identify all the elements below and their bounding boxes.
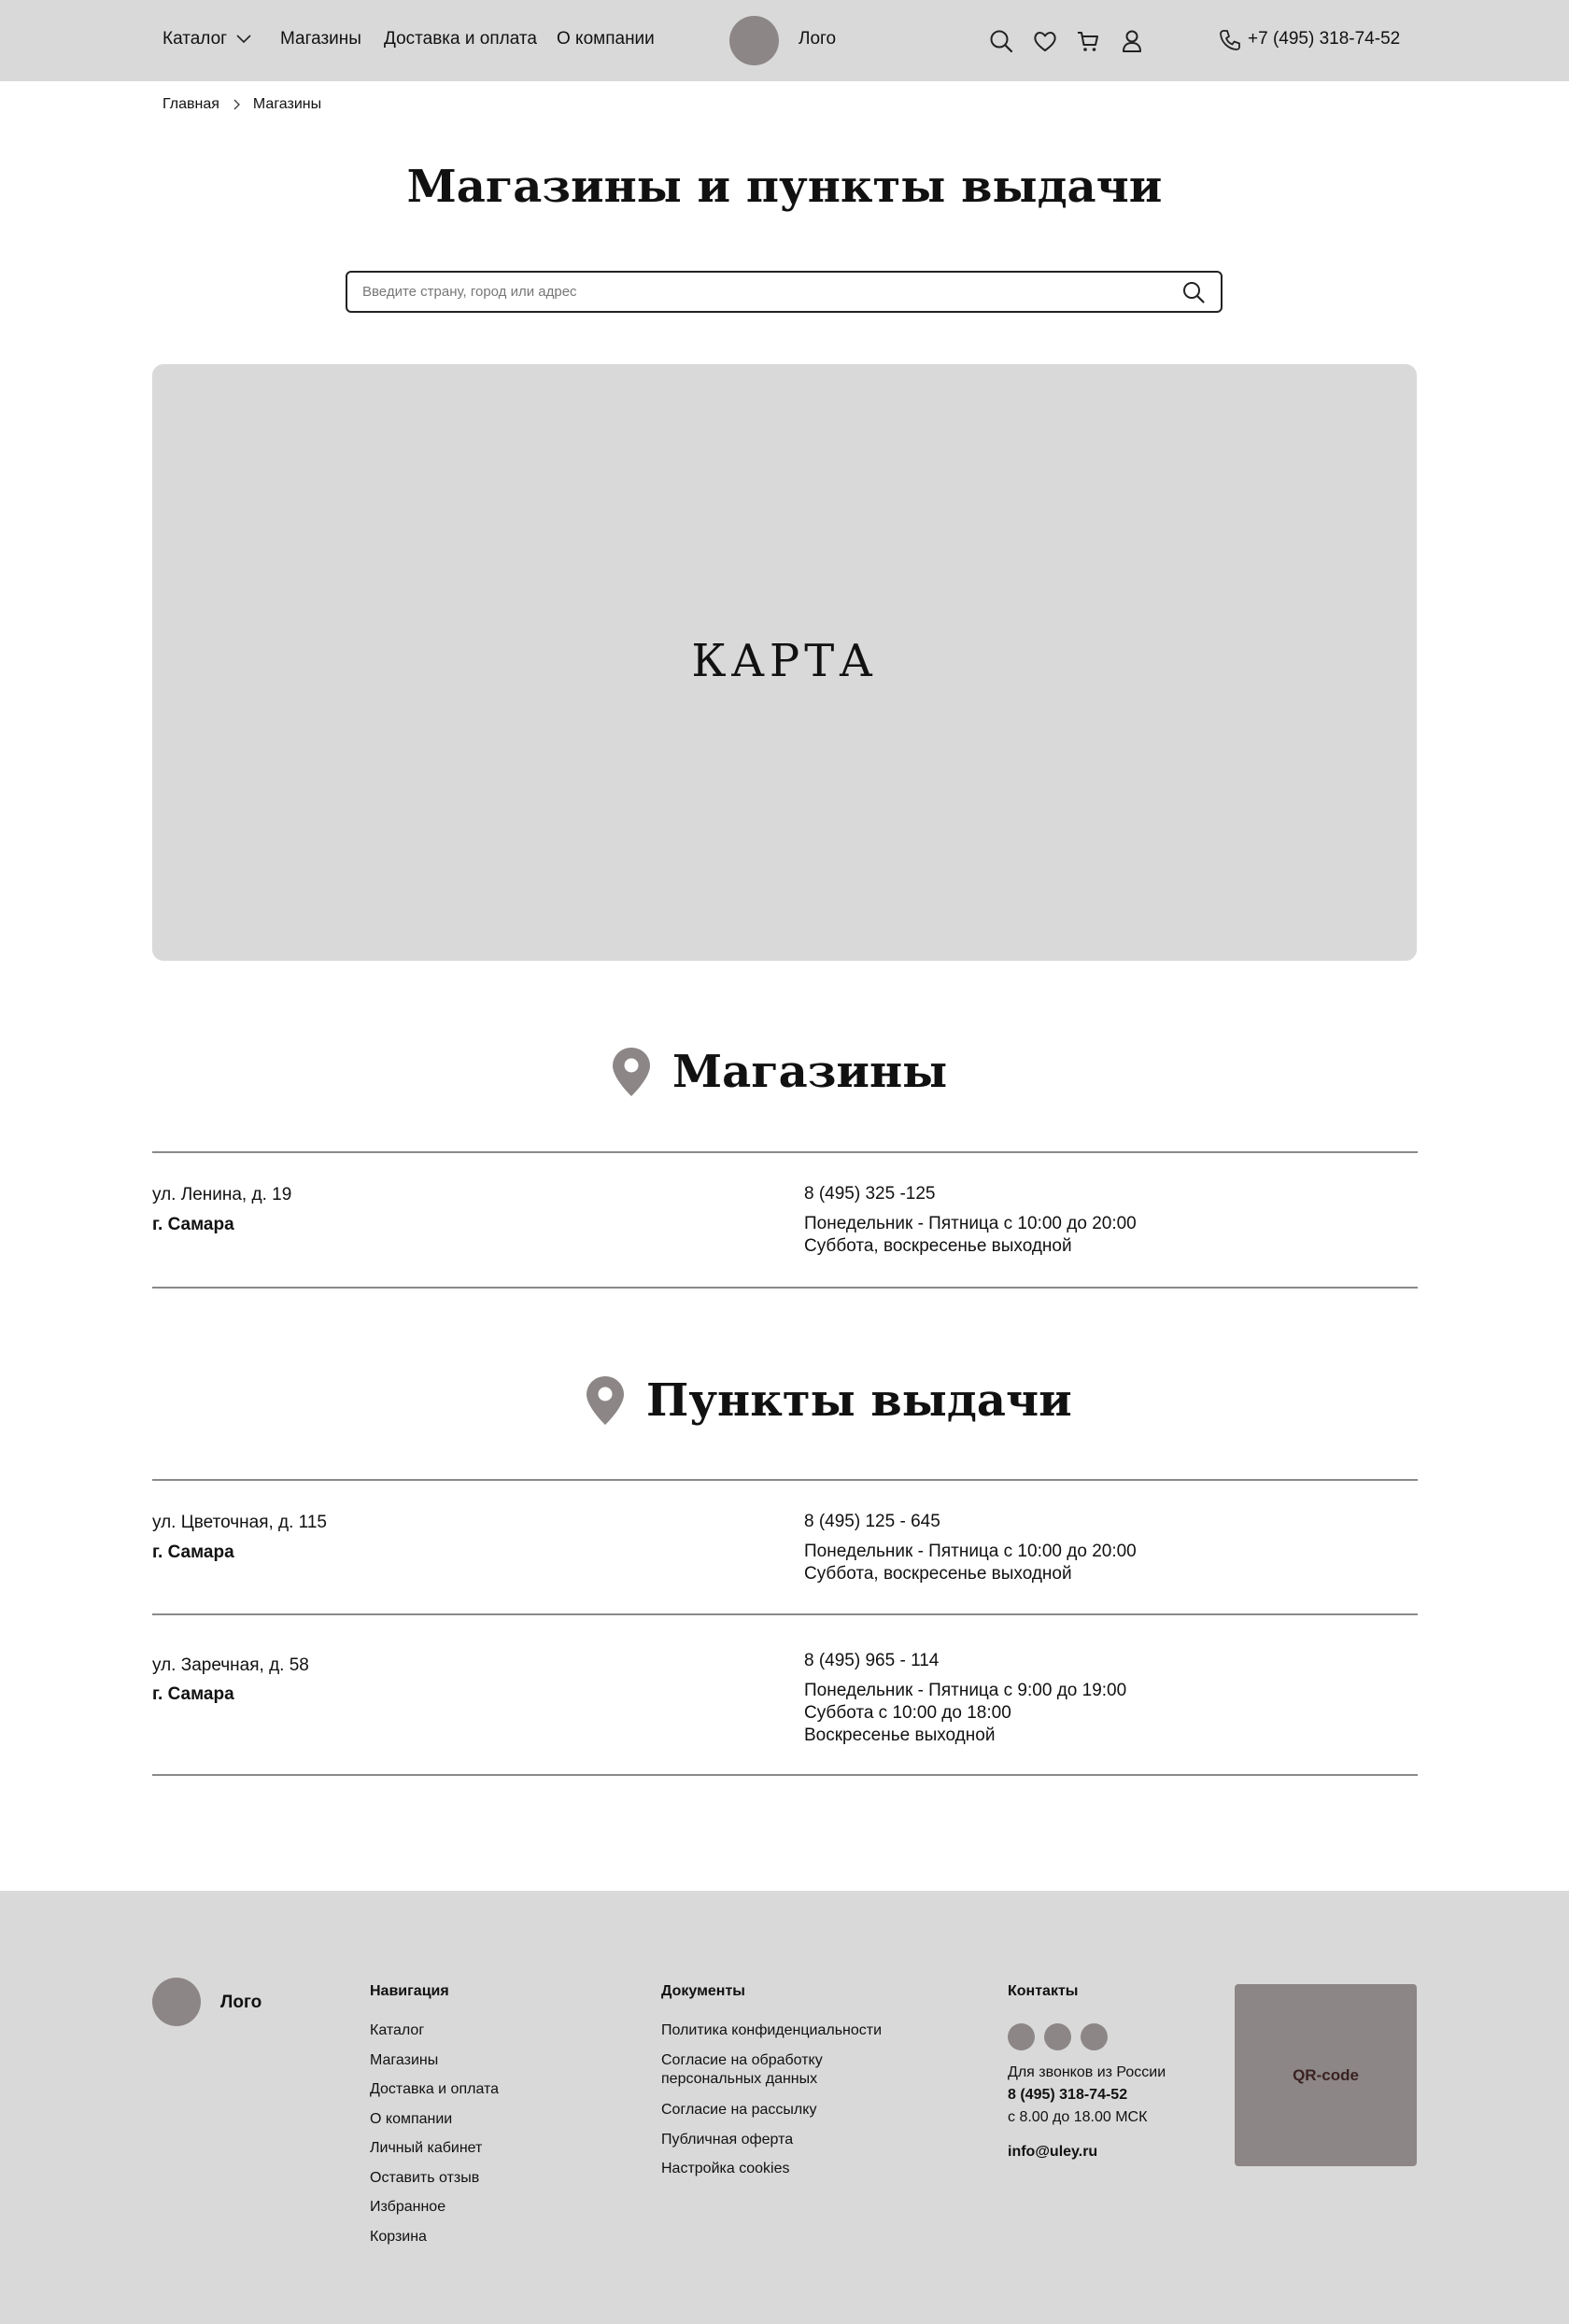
shops-section-title	[611, 1046, 947, 1098]
footer	[0, 1891, 1569, 2324]
pickup-phone[interactable]: 8 (495) 125 - 645	[804, 1512, 940, 1531]
footer-link-offer[interactable]: Публичная оферта	[661, 2132, 794, 2148]
breadcrumb	[163, 96, 321, 113]
shop-city: г. Самара	[152, 1215, 234, 1234]
social-icon[interactable]	[1044, 2023, 1071, 2050]
divider	[152, 1479, 1418, 1481]
footer-docs-title: Документы	[661, 1983, 745, 1999]
header-phone[interactable]: +7 (495) 318-74-52	[1248, 29, 1401, 49]
divider	[152, 1613, 1418, 1615]
location-pin-icon	[611, 1046, 652, 1098]
location-pin-icon	[585, 1374, 626, 1427]
divider	[152, 1774, 1418, 1776]
footer-link-catalog[interactable]: Каталог	[370, 2022, 425, 2038]
pickup-hours-line: Понедельник - Пятница с 9:00 до 19:00	[804, 1681, 1127, 1700]
divider	[152, 1287, 1418, 1289]
phone-icon	[1218, 28, 1242, 52]
footer-nav-title: Навигация	[370, 1983, 449, 1999]
divider	[152, 1151, 1418, 1153]
footer-phone[interactable]: 8 (495) 318-74-52	[1008, 2087, 1128, 2103]
footer-logo-image[interactable]	[152, 1978, 201, 2026]
breadcrumb-current: Магазины	[252, 96, 322, 112]
pickup-city: г. Самара	[152, 1684, 234, 1704]
user-icon[interactable]	[1119, 28, 1145, 54]
nav-shops[interactable]: Магазины	[280, 29, 361, 49]
shop-phone[interactable]: 8 (495) 325 -125	[804, 1184, 936, 1204]
map[interactable]	[152, 364, 1417, 961]
shops-title-text: Магазины	[672, 1046, 948, 1098]
footer-contacts-title: Контакты	[1008, 1983, 1079, 1999]
footer-link-privacy[interactable]: Политика конфиденциальности	[661, 2022, 883, 2038]
nav-about[interactable]: О компании	[557, 29, 655, 49]
footer-link-mailing-consent[interactable]: Согласие на рассылку	[661, 2102, 817, 2118]
logo-text[interactable]: Лого	[799, 29, 837, 49]
pickup-hours	[804, 1680, 1126, 1747]
breadcrumb-home[interactable]: Главная	[163, 96, 219, 112]
qr-code-label: QR-code	[1293, 2065, 1359, 2084]
shop-hours-line: Понедельник - Пятница с 10:00 до 20:00	[804, 1214, 1137, 1233]
footer-link-cookies[interactable]: Настройка cookies	[661, 2161, 790, 2176]
pickup-phone[interactable]: 8 (495) 965 - 114	[804, 1651, 940, 1670]
footer-link-about[interactable]: О компании	[370, 2111, 453, 2127]
shop-address: ул. Ленина, д. 19	[152, 1185, 292, 1204]
search-icon[interactable]	[1181, 280, 1206, 304]
qr-code	[1235, 1984, 1417, 2166]
cart-icon[interactable]	[1075, 28, 1101, 54]
pickup-hours-line: Суббота с 10:00 до 18:00	[804, 1703, 1011, 1723]
pickup-title-text: Пункты выдачи	[646, 1374, 1072, 1427]
footer-link-delivery[interactable]: Доставка и оплата	[370, 2081, 500, 2097]
footer-calls-label: Для звонков из России	[1008, 2064, 1166, 2080]
nav-delivery[interactable]: Доставка и оплата	[384, 29, 537, 49]
map-label: КАРТА	[691, 635, 878, 687]
footer-link-data-consent[interactable]: Согласие на обработку персональных данных	[661, 2052, 823, 2087]
pickup-address: ул. Цветочная, д. 115	[152, 1513, 327, 1532]
social-icon[interactable]	[1008, 2023, 1035, 2050]
pickup-city: г. Самара	[152, 1542, 234, 1562]
footer-link-favorites[interactable]: Избранное	[370, 2199, 446, 2215]
search-icon[interactable]	[988, 28, 1014, 54]
nav-catalog[interactable]	[163, 29, 251, 49]
pickup-hours	[804, 1541, 1137, 1585]
pickup-section-title	[585, 1374, 1072, 1427]
heart-icon[interactable]	[1032, 28, 1058, 54]
search-input[interactable]	[362, 273, 1166, 311]
pickup-hours-line: Понедельник - Пятница с 10:00 до 20:00	[804, 1542, 1137, 1561]
logo-image[interactable]	[729, 16, 779, 65]
shop-hours	[804, 1213, 1137, 1258]
header	[0, 0, 1569, 81]
search-box	[346, 271, 1223, 313]
footer-link-review[interactable]: Оставить отзыв	[370, 2170, 480, 2186]
pickup-hours-line: Воскресенье выходной	[804, 1725, 996, 1745]
chevron-right-icon	[231, 99, 242, 110]
page-title: Магазины и пункты выдачи	[406, 161, 1163, 213]
footer-hours: с 8.00 до 18.00 МСК	[1008, 2109, 1148, 2125]
nav-catalog-label: Каталог	[163, 29, 228, 49]
pickup-address: ул. Заречная, д. 58	[152, 1655, 309, 1675]
shop-hours-line: Суббота, воскресенье выходной	[804, 1236, 1072, 1256]
pickup-hours-line: Суббота, воскресенье выходной	[804, 1564, 1072, 1584]
footer-logo-text[interactable]: Лого	[220, 1993, 262, 2012]
footer-link-shops[interactable]: Магазины	[370, 2052, 439, 2068]
footer-link-cart[interactable]: Корзина	[370, 2229, 427, 2245]
footer-email[interactable]: info@uley.ru	[1008, 2144, 1098, 2160]
social-icon[interactable]	[1081, 2023, 1108, 2050]
chevron-down-icon	[236, 35, 251, 44]
footer-link-account[interactable]: Личный кабинет	[370, 2140, 483, 2156]
